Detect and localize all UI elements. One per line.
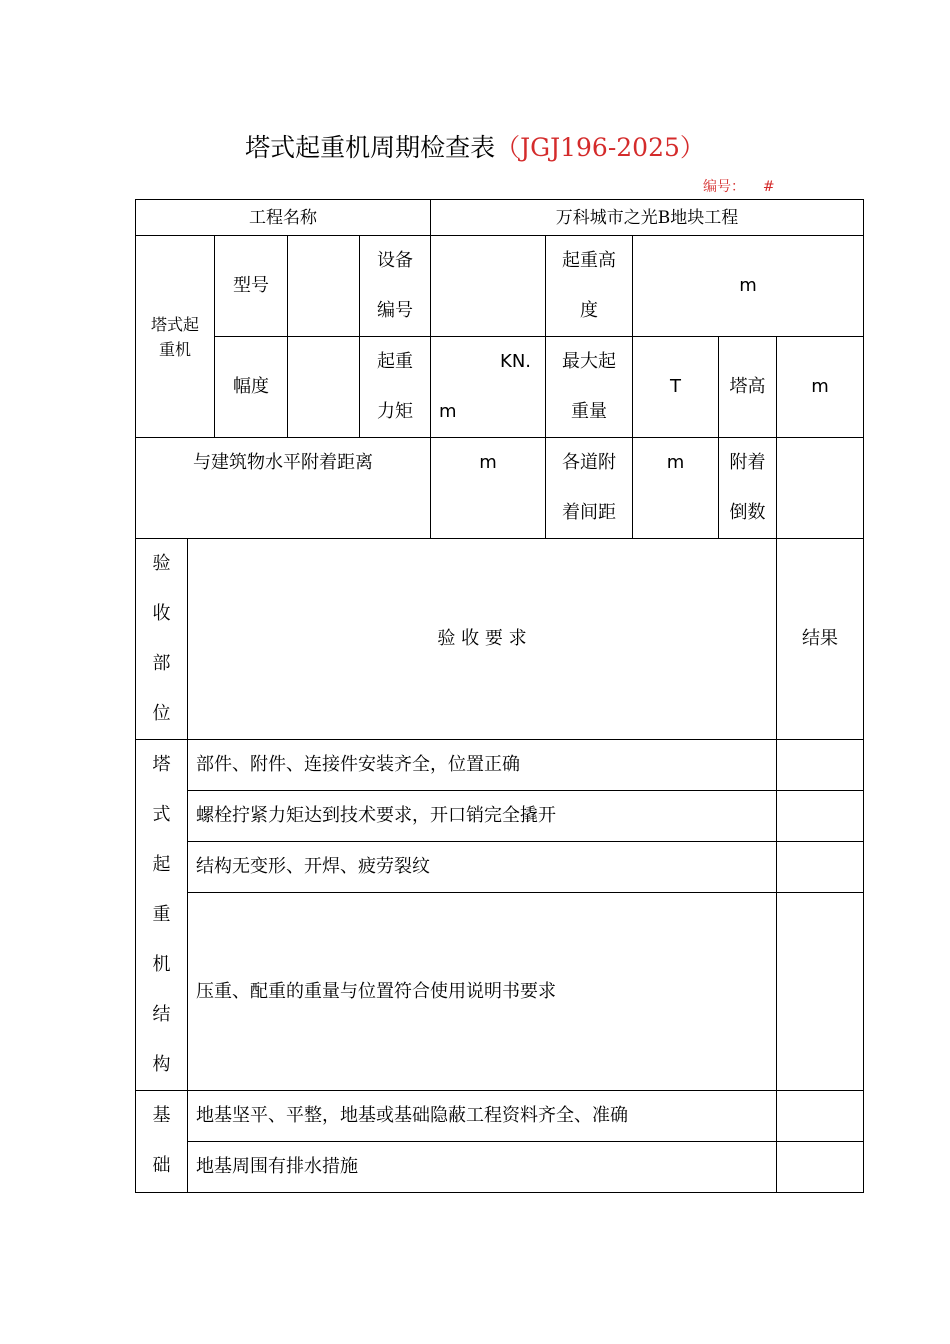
result-cell (777, 1142, 864, 1193)
serial-label: 编号： (703, 179, 745, 195)
moment-label: 起重力矩 (360, 337, 431, 438)
requirement-item: 地基周围有排水措施 (188, 1142, 777, 1193)
project-name-label: 工程名称 (136, 200, 431, 236)
model-label: 型号 (215, 236, 288, 337)
table-row (136, 740, 864, 791)
section-part-foundation: 基础 (136, 1091, 188, 1193)
attach-row (136, 438, 864, 539)
header-result: 结果 (777, 539, 864, 740)
tower-height-label: 塔高 (719, 337, 777, 438)
header-requirement: 验 收 要 求 (188, 539, 777, 740)
max-weight-label: 最大起重量 (546, 337, 633, 438)
table-row (136, 842, 864, 893)
crane-row-1 (136, 236, 864, 337)
table-row (136, 1091, 864, 1142)
moment-unit (431, 337, 546, 438)
requirement-item: 结构无变形、开焊、疲劳裂纹 (188, 842, 777, 893)
moment-unit-part2: m (439, 401, 457, 422)
max-weight-unit: T (633, 337, 719, 438)
attach-spacing-unit: m (633, 438, 719, 539)
inspection-table (135, 199, 864, 1193)
table-row (136, 1142, 864, 1193)
requirement-item: 压重、配重的重量与位置符合使用说明书要求 (188, 893, 777, 1091)
attach-distance-label: 与建筑物水平附着距离 (136, 438, 431, 539)
lift-height-unit: m (633, 236, 864, 337)
amplitude-label: 幅度 (215, 337, 288, 438)
title-main: 塔式起重机周期检查表 (245, 133, 496, 162)
table-row (136, 893, 864, 1091)
header-row (136, 539, 864, 740)
title-standard: （JGJ196-2025） (495, 133, 705, 162)
serial-number (703, 176, 775, 196)
result-cell (777, 893, 864, 1091)
amplitude-value (288, 337, 360, 438)
requirement-item: 地基坚平、平整，地基或基础隐蔽工程资料齐全、准确 (188, 1091, 777, 1142)
attach-spacing-label: 各道附着间距 (546, 438, 633, 539)
section-part-structure: 塔式起重机结构 (136, 740, 188, 1091)
result-cell (777, 1091, 864, 1142)
crane-row-2 (136, 337, 864, 438)
attach-distance-unit: m (431, 438, 546, 539)
page-title (0, 130, 950, 166)
project-name-value: 万科城市之光B地块工程 (431, 200, 864, 236)
header-part: 验收部位 (136, 539, 188, 740)
table-row (136, 791, 864, 842)
moment-unit-part1: KN. (500, 351, 532, 372)
result-cell (777, 791, 864, 842)
tower-height-unit: m (777, 337, 864, 438)
device-no-label: 设备编号 (360, 236, 431, 337)
crane-label: 塔式起重机 (136, 236, 215, 438)
requirement-item: 螺栓拧紧力矩达到技术要求，开口销完全撬开 (188, 791, 777, 842)
attach-count-value (777, 438, 864, 539)
serial-value: # (762, 179, 775, 195)
result-cell (777, 740, 864, 791)
result-cell (777, 842, 864, 893)
model-value (288, 236, 360, 337)
project-row (136, 200, 864, 236)
device-no-value (431, 236, 546, 337)
lift-height-label: 起重高度 (546, 236, 633, 337)
requirement-item: 部件、附件、连接件安装齐全，位置正确 (188, 740, 777, 791)
attach-count-label: 附着倒数 (719, 438, 777, 539)
